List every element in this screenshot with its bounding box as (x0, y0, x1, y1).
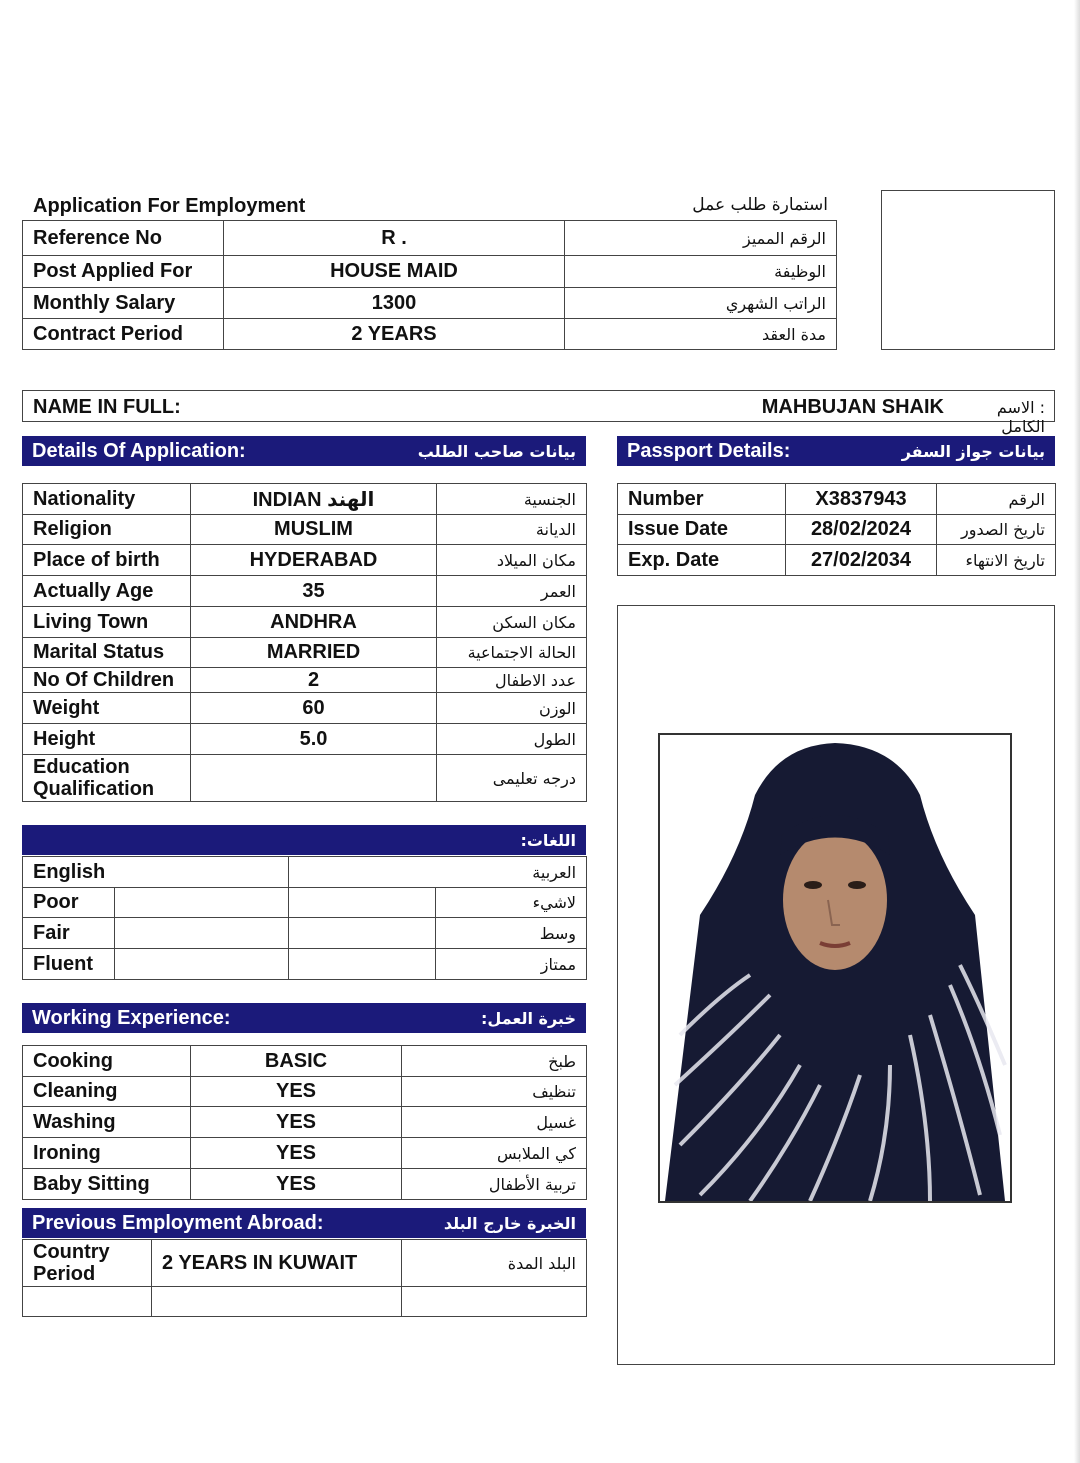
religion-label: Religion (23, 515, 191, 545)
country-label: Country (33, 1241, 110, 1263)
country-period-label (23, 1240, 152, 1287)
languages-header (22, 825, 586, 855)
name-value: MAHBUJAN SHAIK (761, 396, 944, 418)
ironing-label-ar: كي الملابس (402, 1138, 587, 1169)
table-row (23, 1138, 587, 1169)
education-value (191, 755, 437, 802)
reference-label: Reference No (23, 221, 224, 256)
english-fair-cell (115, 918, 289, 949)
salary-label-ar: الراتب الشهري (565, 288, 837, 319)
weight-label-ar: الوزن (437, 693, 587, 724)
applicant-photo-graphic (660, 735, 1010, 1201)
cleaning-label: Cleaning (23, 1077, 191, 1107)
abroad-value: 2 YEARS IN KUWAIT (152, 1240, 402, 1287)
religion-label-ar: الديانة (437, 515, 587, 545)
weight-label: Weight (23, 693, 191, 724)
table-row (23, 668, 587, 693)
nationality-value: INDIAN الهند (191, 484, 437, 515)
passport-title: Passport Details: (627, 439, 791, 462)
passport-number-value: X3837943 (786, 484, 937, 515)
issue-date-label-ar: تاريخ الصدور (937, 515, 1056, 545)
period-label: Period (33, 1263, 96, 1285)
details-table (22, 483, 587, 802)
salary-label: Monthly Salary (23, 288, 224, 319)
english-fluent-cell (115, 949, 289, 980)
poor-label: Poor (23, 888, 115, 918)
table-row (23, 1287, 587, 1317)
washing-label: Washing (23, 1107, 191, 1138)
cleaning-label-ar: تنظيف (402, 1077, 587, 1107)
ironing-value: YES (191, 1138, 402, 1169)
post-label-ar: الوظيفة (565, 256, 837, 288)
height-label: Height (23, 724, 191, 755)
details-title-ar: بيانات صاحب الطلب (417, 441, 576, 461)
english-label: English (23, 857, 289, 888)
page-edge (1074, 0, 1080, 1463)
table-row (23, 888, 587, 918)
arabic-label: العربية (289, 857, 587, 888)
abroad-title: Previous Employment Abroad: (32, 1211, 324, 1234)
abroad-table (22, 1239, 587, 1317)
babysitting-value: YES (191, 1169, 402, 1200)
cooking-value: BASIC (191, 1046, 402, 1077)
reference-value: R . (224, 221, 565, 256)
empty-cell (152, 1287, 402, 1317)
table-row (23, 724, 587, 755)
table-row (618, 484, 1056, 515)
contract-label: Contract Period (23, 319, 224, 350)
fluent-label-ar: ممتاز (436, 949, 587, 980)
washing-label-ar: غسيل (402, 1107, 587, 1138)
post-label: Post Applied For (23, 256, 224, 288)
exp-date-value: 27/02/2034 (786, 545, 937, 576)
poor-label-ar: لاشيء (436, 888, 587, 918)
table-row (23, 857, 587, 888)
abroad-header (22, 1208, 586, 1238)
height-label-ar: الطول (437, 724, 587, 755)
cooking-label: Cooking (23, 1046, 191, 1077)
table-row (23, 1107, 587, 1138)
table-row (23, 484, 587, 515)
education-label-line2: Qualification (33, 778, 155, 800)
washing-value: YES (191, 1107, 402, 1138)
ironing-label: Ironing (23, 1138, 191, 1169)
religion-value: MUSLIM (191, 515, 437, 545)
empty-cell (23, 1287, 152, 1317)
table-row (23, 638, 587, 668)
cleaning-value: YES (191, 1077, 402, 1107)
passport-number-label-ar: الرقم (937, 484, 1056, 515)
passport-table (617, 483, 1056, 576)
nationality-label-ar: الجنسية (437, 484, 587, 515)
passport-header (617, 436, 1055, 466)
salary-value: 1300 (224, 288, 565, 319)
abroad-title-ar: الخبرة خارج البلد (443, 1213, 576, 1233)
table-row (23, 256, 837, 288)
birthplace-label: Place of birth (23, 545, 191, 576)
height-value: 5.0 (191, 724, 437, 755)
marital-label-ar: الحالة الاجتماعية (437, 638, 587, 668)
babysitting-label: Baby Sitting (23, 1169, 191, 1200)
top-table (22, 220, 837, 350)
english-poor-cell (115, 888, 289, 918)
education-label-ar: درجه تعليمى (437, 755, 587, 802)
table-row (23, 1169, 587, 1200)
contract-value: 2 YEARS (224, 319, 565, 350)
table-row (23, 693, 587, 724)
children-value: 2 (191, 668, 437, 693)
age-label-ar: العمر (437, 576, 587, 607)
details-title: Details Of Application: (32, 439, 246, 462)
name-label: NAME IN FULL: (33, 396, 181, 418)
nationality-label: Nationality (23, 484, 191, 515)
experience-header (22, 1003, 586, 1033)
passport-title-ar: بيانات جواز السفر (901, 441, 1045, 461)
age-value: 35 (191, 576, 437, 607)
applicant-photo (658, 733, 1012, 1203)
reference-label-ar: الرقم المميز (565, 221, 837, 256)
table-row (23, 755, 587, 802)
experience-title-ar: خبرة العمل: (481, 1008, 576, 1028)
small-photo-box (881, 190, 1055, 350)
table-row (23, 576, 587, 607)
passport-number-label: Number (618, 484, 786, 515)
children-label-ar: عدد الاطفال (437, 668, 587, 693)
table-row (23, 1077, 587, 1107)
fluent-label: Fluent (23, 949, 115, 980)
living-town-label: Living Town (23, 607, 191, 638)
exp-date-label-ar: تاريخ الانتهاء (937, 545, 1056, 576)
table-row (23, 949, 587, 980)
form-title-ar: استمارة طلب عمل (692, 195, 828, 215)
living-town-label-ar: مكان السكن (437, 607, 587, 638)
table-row (23, 607, 587, 638)
table-row (23, 515, 587, 545)
name-label-ar: : الاسم الكامل (996, 398, 1045, 436)
table-row (23, 1046, 587, 1077)
arabic-fluent-cell (289, 949, 436, 980)
arabic-fair-cell (289, 918, 436, 949)
contract-label-ar: مدة العقد (565, 319, 837, 350)
abroad-label-ar: البلد المدة (402, 1240, 587, 1287)
empty-cell (402, 1287, 587, 1317)
arabic-poor-cell (289, 888, 436, 918)
table-row (23, 545, 587, 576)
fair-label: Fair (23, 918, 115, 949)
fair-label-ar: وسط (436, 918, 587, 949)
experience-table (22, 1045, 587, 1200)
education-label (23, 755, 191, 802)
marital-value: MARRIED (191, 638, 437, 668)
languages-table (22, 856, 587, 980)
living-town-value: ANDHRA (191, 607, 437, 638)
exp-date-label: Exp. Date (618, 545, 786, 576)
table-row (23, 221, 837, 256)
age-label: Actually Age (23, 576, 191, 607)
cooking-label-ar: طبخ (402, 1046, 587, 1077)
birthplace-label-ar: مكان الميلاد (437, 545, 587, 576)
issue-date-label: Issue Date (618, 515, 786, 545)
weight-value: 60 (191, 693, 437, 724)
babysitting-label-ar: تربية الأطفال (402, 1169, 587, 1200)
post-value: HOUSE MAID (224, 256, 565, 288)
education-label-line1: Education (33, 756, 130, 778)
birthplace-value: HYDERABAD (191, 545, 437, 576)
experience-title: Working Experience: (32, 1006, 231, 1029)
details-header (22, 436, 586, 466)
table-row (23, 319, 837, 350)
languages-title-ar: اللغات: (520, 830, 576, 850)
children-label: No Of Children (23, 668, 191, 693)
table-row (23, 918, 587, 949)
marital-label: Marital Status (23, 638, 191, 668)
form-title: Application For Employment (33, 195, 306, 217)
table-row (23, 1240, 587, 1287)
table-row (23, 288, 837, 319)
table-row (618, 545, 1056, 576)
issue-date-value: 28/02/2024 (786, 515, 937, 545)
table-row (618, 515, 1056, 545)
